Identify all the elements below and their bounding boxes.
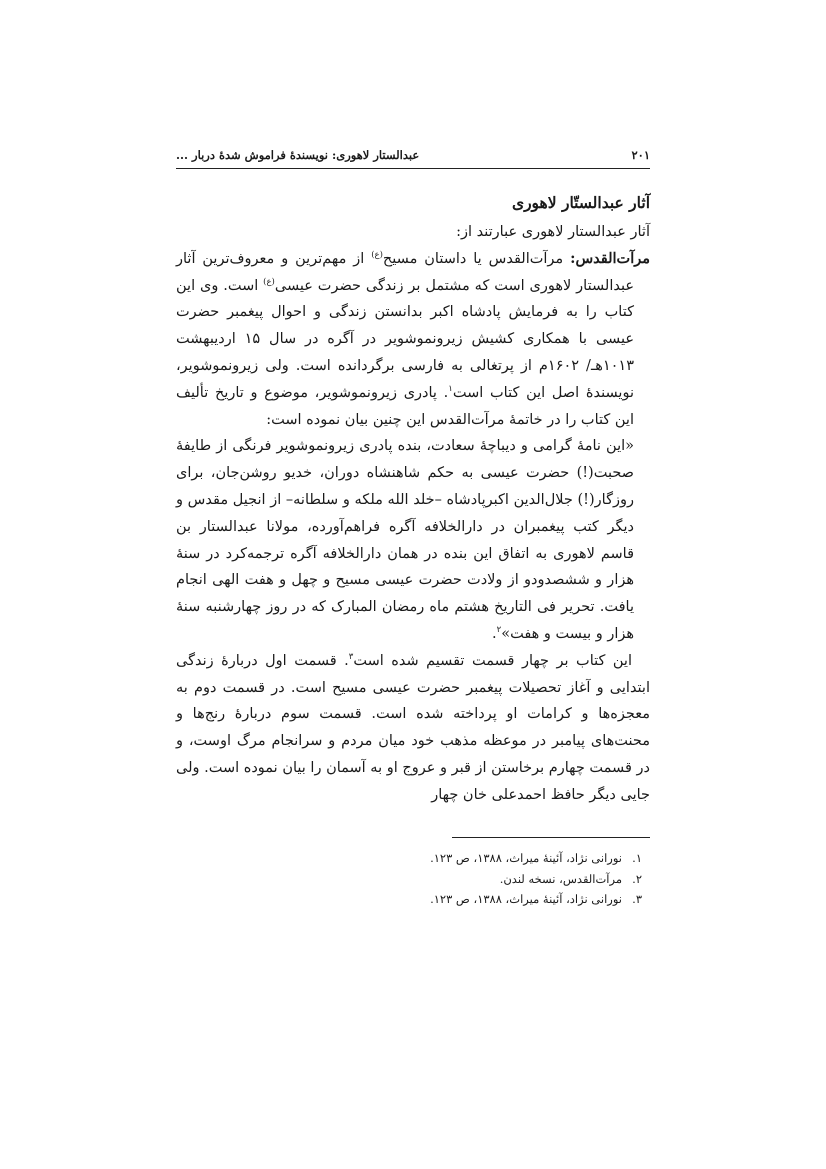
entry-text-1: مرآت‌القدس یا داستان مسیح <box>382 250 571 267</box>
footnote-number: ۱. <box>632 851 642 865</box>
footnote-divider <box>452 837 650 838</box>
footnote-item <box>176 869 650 890</box>
closing-paragraph <box>176 648 650 809</box>
footnote-ref-1[interactable]: ۱ <box>448 383 453 394</box>
footnote-item <box>176 889 650 910</box>
footnote-ref-2[interactable]: ۲ <box>496 625 502 636</box>
footnotes-list <box>176 848 650 910</box>
entry-text-2: از مهم‌ترین و معروف‌ترین آثار عبدالستار لاهوری است که مشتمل بر زندگی حضرت عیسی <box>176 250 634 294</box>
quote-text: «این نامهٔ گرامی و دیباچهٔ سعادت، بنده پادری زیرونموشویر فرنگی از طایفهٔ صحبت(!) حضرت عیسی به حکم شاهنشاه دوران، خدیو روشن‌جان، برای روزگار(!) جلال‌الدین اکبرپادشاه –خلد الله ملکه و سلطانه– از انجیل مقدس و دیگر کتب پیغمبران در دارالخلافه آگره فراهم‌آورده، مولانا عبدالستار بن قاسم لاهوری به اتفاق این بنده در همان دارالخلافه آگره ترجمه‌کرد در سنهٔ هزار و ششصدودو از ولادت حضرت عیسی مسیح و چهل و هفت الهی انجام یافت. تحریر فی التاریخ هشتم ماه رمضان المبارک که در روز چهارشنبه سنهٔ هزار و بیست و هفت» <box>176 438 634 642</box>
entry-text-3: است. وی این کتاب را به فرمایش پادشاه اکبر بدانستن زندگی و احوال پیغمبر حضرت عیسی با همکاری کشیش زیرونموشویر در آگره در سال ۱۵ اردیبهشت ۱۰۱۳هـ/ ۱۶۰۲م از پرتغالی به فارسی برگردانده است. ولی زیرونموشویر، نویسندهٔ اصل این کتاب است <box>176 277 634 401</box>
footnote-text: نورانی نژاد، آئینهٔ میراث، ۱۳۸۸، ص ۱۲۳. <box>430 892 622 906</box>
quote-tail: . <box>492 625 497 642</box>
main-text <box>176 190 650 809</box>
footnote-number: ۳. <box>632 892 642 906</box>
book-page <box>176 0 650 1169</box>
closing-text-1: این کتاب بر چهار قسمت تقسیم شده است <box>353 652 632 669</box>
running-header <box>176 145 650 165</box>
footnote-text: مرآت‌القدس، نسخه لندن. <box>499 871 622 886</box>
header-divider <box>176 168 650 169</box>
quote-block <box>176 433 650 647</box>
entry-text-4: . پادری زیرونموشویر، موضوع و تاریخ تألیف این کتاب را در خاتمهٔ مرآت‌القدس این چنین بیان نموده است: <box>176 384 634 428</box>
footnote-ref-3[interactable]: ۳ <box>348 651 354 662</box>
entry-paragraph <box>176 246 650 434</box>
running-title: عبدالستار لاهوری: نویسندهٔ فراموش شدهٔ دربار ... <box>176 148 420 162</box>
entry-term: مرآت‌القدس: <box>570 249 650 267</box>
page-number: ۲۰۱ <box>631 148 650 162</box>
footnote-text: نورانی نژاد، آئینهٔ میراث، ۱۳۸۸، ص ۱۲۳. <box>430 851 622 865</box>
section-heading: آثار عبدالستّار لاهوری <box>511 193 650 212</box>
footnote-item <box>176 848 650 869</box>
honorific-superscript: (ع) <box>371 249 383 260</box>
intro-paragraph: آثار عبدالستار لاهوری عبارتند از: <box>456 224 650 240</box>
honorific-superscript: (ع) <box>263 276 275 287</box>
closing-text-2: . قسمت اول دربارهٔ زندگی ابتدایی و آغاز تحصیلات پیغمبر حضرت عیسی مسیح است. در قسمت دوم به معجزه‌ها و کرامات او پرداخته شده است. قسمت سوم دربارهٔ رنج‌ها و محنت‌های پیامبر در موعظه مذهب خود میان مردم و سرانجام مرگ اوست، و در قسمت چهارم برخاستن از قبر و عروج او به آسمان را بیان نموده است. ولی جایی دیگر حافظ احمدعلی خان چهار <box>176 652 650 803</box>
footnote-number: ۲. <box>632 871 642 886</box>
